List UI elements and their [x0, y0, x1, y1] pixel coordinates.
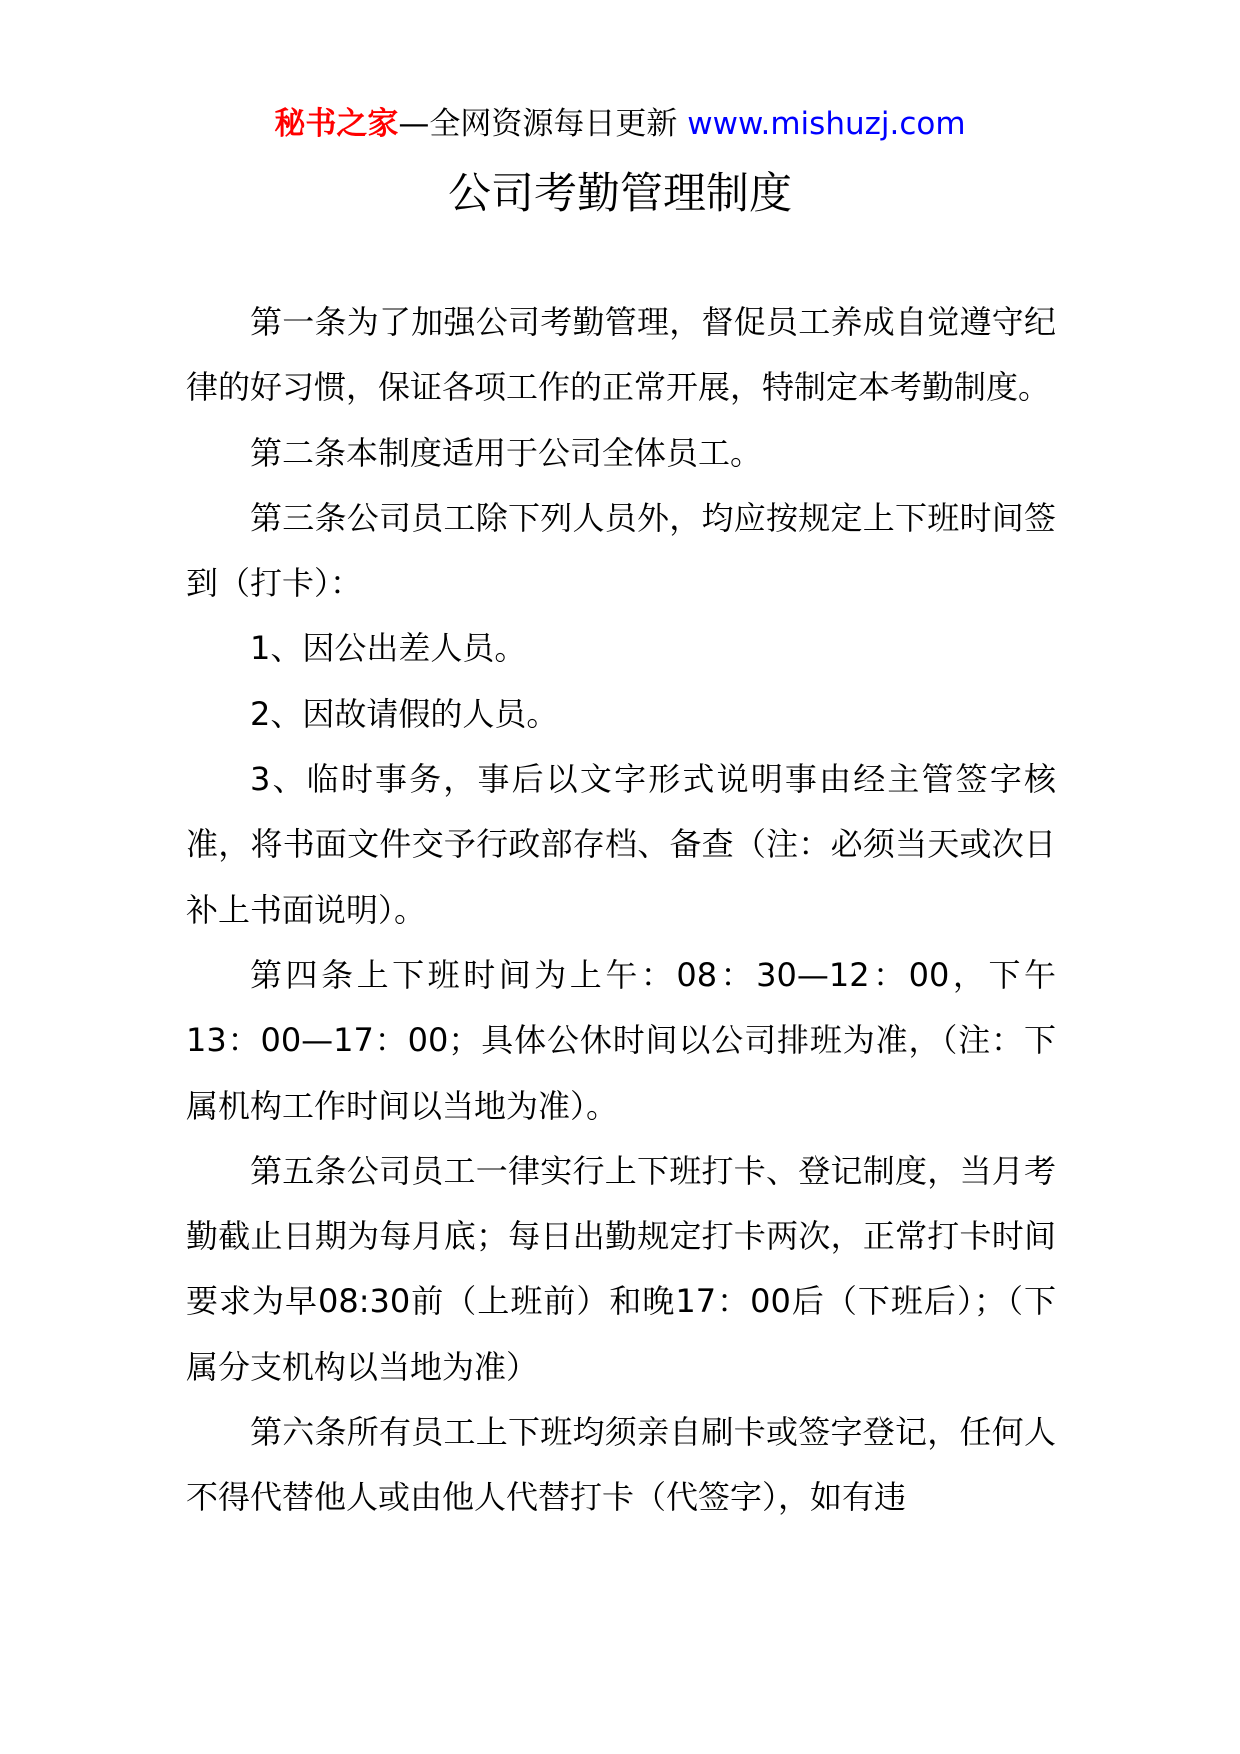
- list-item-3: 3、临时事务，事后以文字形式说明事由经主管签字核准，将书面文件交予行政部存档、备查（注：必须当天或次日补上书面说明）。: [186, 760, 1056, 929]
- document-body: [186, 290, 1056, 1531]
- paragraph-article-6: 第六条所有员工上下班均须亲自刷卡或签字登记，任何人不得代替他人或由他人代替打卡（代签字），如有违: [186, 1413, 1056, 1517]
- site-banner: [0, 102, 1240, 146]
- brand-name: 秘书之家: [274, 106, 399, 142]
- paragraph-article-3: 第三条公司员工除下列人员外，均应按规定上下班时间签到（打卡）：: [186, 498, 1056, 603]
- document-title: 公司考勤管理制度: [448, 169, 792, 219]
- site-url-link[interactable]: www.mishuzj.com: [687, 106, 966, 142]
- banner-slogan: —全网资源每日更新: [398, 106, 688, 142]
- paragraph-article-2: 第二条本制度适用于公司全体员工。: [250, 433, 763, 472]
- list-item-1: 1、因公出差人员。: [250, 629, 527, 668]
- paragraph-article-5: 第五条公司员工一律实行上下班打卡、登记制度，当月考勤截止日期为每月底；每日出勤规定打卡两次，正常打卡时间要求为早08:30前（上班前）和晚17：00后（下班后）；（下属分支机构以当地为准）: [186, 1151, 1056, 1386]
- paragraph-article-1: 第一条为了加强公司考勤管理，督促员工养成自觉遵守纪律的好习惯，保证各项工作的正常开展，特制定本考勤制度。: [186, 303, 1056, 407]
- paragraph-article-4: 第四条上下班时间为上午：08：30—12：00，下午13：00—17：00；具体公休时间以公司排班为准，（注：下属机构工作时间以当地为准）。: [186, 955, 1056, 1125]
- list-item-2: 2、因故请假的人员。: [250, 694, 559, 733]
